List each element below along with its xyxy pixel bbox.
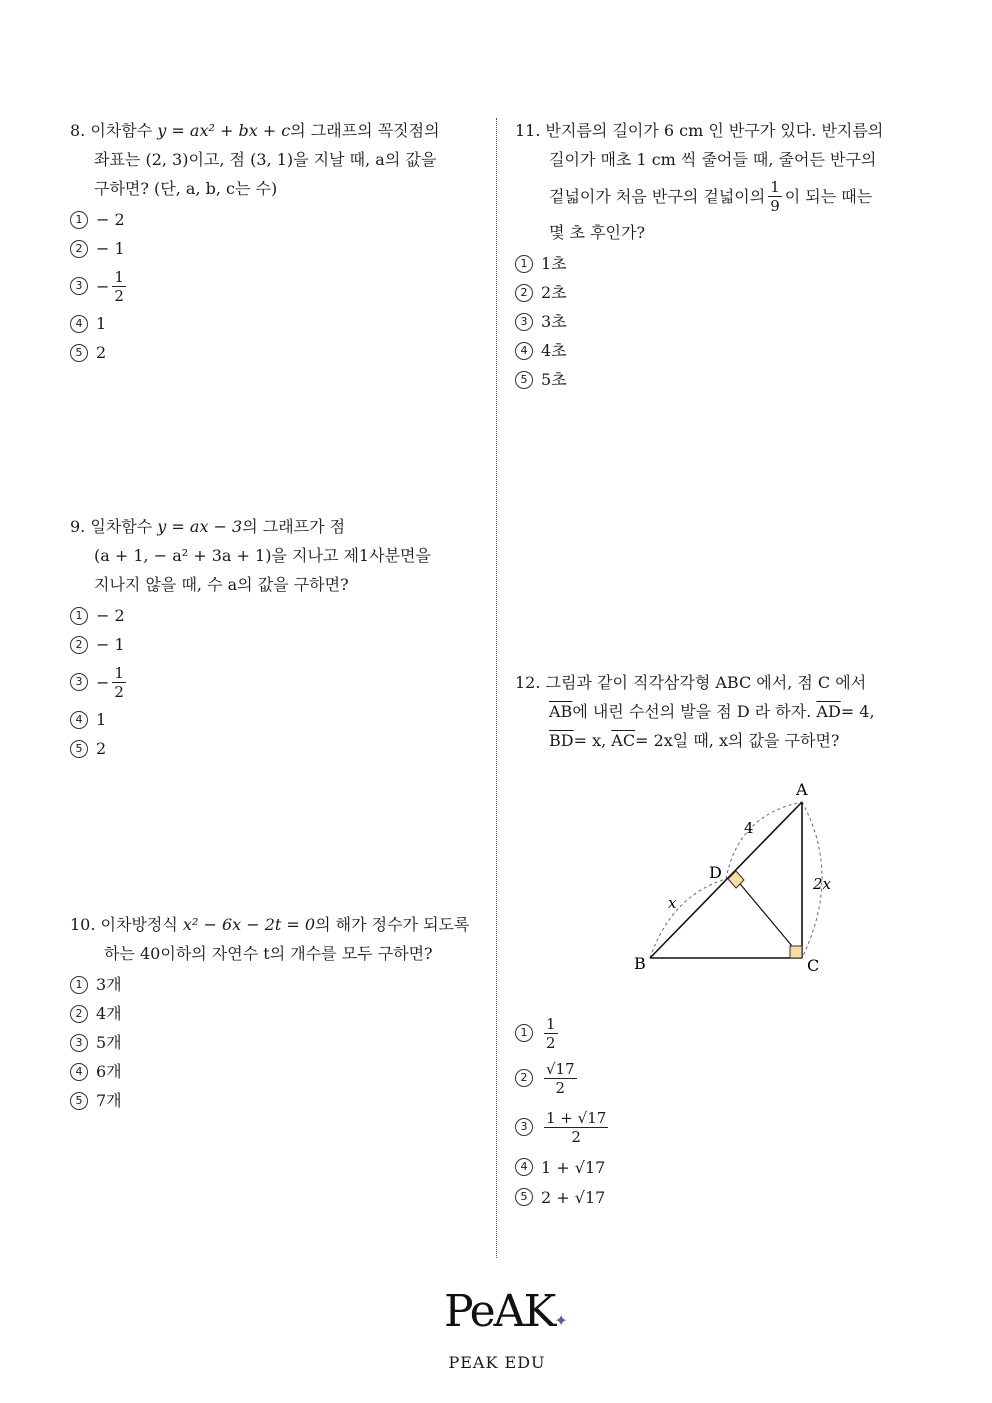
circled-number: 3 — [515, 313, 533, 331]
choice-list — [70, 970, 490, 1115]
circled-number: 3 — [70, 673, 88, 691]
equation: y = ax² + bx + c — [157, 121, 291, 140]
question-text: 몇 초 후인가? — [549, 223, 646, 242]
question-number: 8. — [70, 121, 86, 140]
label-d: D — [709, 863, 722, 882]
choice-5[interactable]: 5 5초 — [515, 365, 935, 394]
question-text-line: 겉넓이가 처음 반구의 겉넓이의 $\frac{1}{9}$ 이 되는 때는 — [549, 177, 873, 215]
circled-number: 5 — [70, 740, 88, 758]
label-bd: x — [668, 894, 677, 912]
circled-number: 4 — [515, 342, 533, 360]
question-text: (a + 1, − a² + 3a + 1)을 지나고 제1사분면을 — [94, 546, 431, 565]
question-text: 그림과 같이 직각삼각형 ABC 에서, 점 C 에서 — [545, 673, 867, 692]
circled-number: 2 — [70, 240, 88, 258]
label-a: A — [796, 780, 808, 799]
question-text: 길이가 매초 1 cm 씩 줄어들 때, 줄어든 반구의 — [549, 150, 877, 169]
fraction: $\frac{1}{2}$ — [114, 267, 124, 305]
question-9 — [70, 512, 490, 763]
circled-number: 5 — [70, 344, 88, 362]
choice-list — [515, 249, 935, 394]
question-12 — [515, 668, 935, 755]
question-number: 12. — [515, 673, 541, 692]
choice-4[interactable]: 4 1 + √17 — [515, 1152, 935, 1182]
circled-number: 3 — [70, 1034, 88, 1052]
choice-3[interactable]: 3 5개 — [70, 1028, 490, 1057]
question-text: 의 그래프의 꼭짓점의 — [290, 121, 440, 140]
choice-5[interactable]: 5 7개 — [70, 1086, 490, 1115]
circled-number: 2 — [515, 284, 533, 302]
circled-number: 4 — [70, 711, 88, 729]
question-text: 의 그래프가 점 — [242, 517, 346, 536]
peak-logo — [444, 1282, 566, 1372]
circled-number: 2 — [515, 1069, 533, 1087]
choice-1[interactable] — [515, 1012, 935, 1054]
choice-2[interactable]: 2 2초 — [515, 278, 935, 307]
fraction: $\frac{1}{2}$ — [546, 1014, 556, 1052]
circled-number: 3 — [70, 277, 88, 295]
choice-4[interactable]: 4 6개 — [70, 1057, 490, 1086]
label-c: C — [807, 956, 820, 975]
logo-mark: PeAK✦ — [444, 1286, 566, 1337]
question-text: 이차방정식 — [100, 915, 178, 934]
circled-number: 2 — [70, 636, 88, 654]
circled-number: 4 — [515, 1158, 533, 1176]
question-number: 11. — [515, 121, 541, 140]
circled-number: 1 — [70, 976, 88, 994]
choice-1[interactable]: 1 − 2 — [70, 601, 490, 630]
label-ac: 2x — [813, 875, 832, 893]
question-number: 9. — [70, 517, 86, 536]
question-text: 좌표는 (2, 3)이고, 점 (3, 1)을 지날 때, a의 값을 — [94, 150, 437, 169]
choice-2[interactable]: 2 − 1 — [70, 234, 490, 263]
circled-number: 1 — [70, 211, 88, 229]
question-12-choices — [515, 1012, 935, 1212]
choice-list — [70, 205, 490, 367]
label-b: B — [634, 954, 646, 973]
question-text: 일차함수 — [90, 517, 153, 536]
question-number: 10. — [70, 915, 96, 934]
circled-number: 5 — [70, 1092, 88, 1110]
choice-1[interactable]: 1 3개 — [70, 970, 490, 999]
circled-number: 4 — [70, 1063, 88, 1081]
question-text: 지나지 않을 때, 수 a의 값을 구하면? — [94, 575, 349, 594]
equation: y = ax − 3 — [157, 517, 243, 536]
choice-5[interactable]: 5 2 — [70, 338, 490, 367]
circled-number: 1 — [515, 1024, 533, 1042]
circled-number: 2 — [70, 1005, 88, 1023]
question-10 — [70, 910, 490, 1115]
choice-1[interactable]: 1 − 2 — [70, 205, 490, 234]
question-text: 반지름의 길이가 6 cm 인 반구가 있다. 반지름의 — [545, 121, 884, 140]
choice-5[interactable]: 5 2 + √17 — [515, 1182, 935, 1212]
question-8 — [70, 116, 490, 367]
question-text: 구하면? (단, a, b, c는 수) — [94, 179, 278, 198]
choice-2[interactable]: 2 − 1 — [70, 630, 490, 659]
circled-number: 1 — [70, 607, 88, 625]
question-11 — [515, 116, 935, 394]
choice-4[interactable]: 4 1 — [70, 705, 490, 734]
fraction: $\frac{√17}{2}$ — [546, 1059, 575, 1097]
column-divider — [496, 118, 497, 1258]
logo-subtitle: PEAK EDU — [448, 1353, 546, 1372]
choice-3[interactable]: 3 3초 — [515, 307, 935, 336]
choice-4[interactable]: 4 1 — [70, 309, 490, 338]
choice-3[interactable]: 3 − $\frac{1}{2}$ — [70, 659, 490, 705]
fraction: $\frac{1}{2}$ — [114, 663, 124, 701]
circled-number: 5 — [515, 1188, 533, 1206]
choice-2[interactable] — [515, 1054, 935, 1102]
circled-number: 1 — [515, 255, 533, 273]
choice-5[interactable]: 5 2 — [70, 734, 490, 763]
triangle-figure — [620, 775, 850, 985]
side-ab — [650, 802, 802, 958]
fraction: $\frac{1 + √17}{2}$ — [546, 1108, 607, 1146]
question-text-line: $\overline{AB}$에 내린 수선의 발을 점 D 라 하자. $\overline{AD}= 4$, — [549, 702, 875, 721]
circled-number: 3 — [515, 1118, 533, 1136]
choice-1[interactable]: 1 1초 — [515, 249, 935, 278]
choice-list — [70, 601, 490, 763]
choice-2[interactable]: 2 4개 — [70, 999, 490, 1028]
circled-number: 5 — [515, 371, 533, 389]
label-ad: 4 — [744, 819, 754, 837]
question-text: 이차함수 — [90, 121, 153, 140]
question-text-line: $\overline{BD}= x$, $\overline{AC}= 2x$일 때, x의 값을 구하면? — [549, 731, 840, 750]
choice-3[interactable]: 3 − $\frac{1}{2}$ — [70, 263, 490, 309]
choice-3[interactable] — [515, 1102, 935, 1152]
circled-number: 4 — [70, 315, 88, 333]
question-text: 하는 40이하의 자연수 t의 개수를 모두 구하면? — [104, 944, 433, 963]
equation: x² − 6x − 2t = 0 — [182, 915, 316, 934]
fraction: $\frac{1}{9}$ — [770, 177, 780, 215]
star-icon: ✦ — [554, 1311, 566, 1330]
choice-4[interactable]: 4 4초 — [515, 336, 935, 365]
right-angle-c — [790, 946, 802, 958]
question-text: 의 해가 정수가 되도록 — [315, 915, 470, 934]
